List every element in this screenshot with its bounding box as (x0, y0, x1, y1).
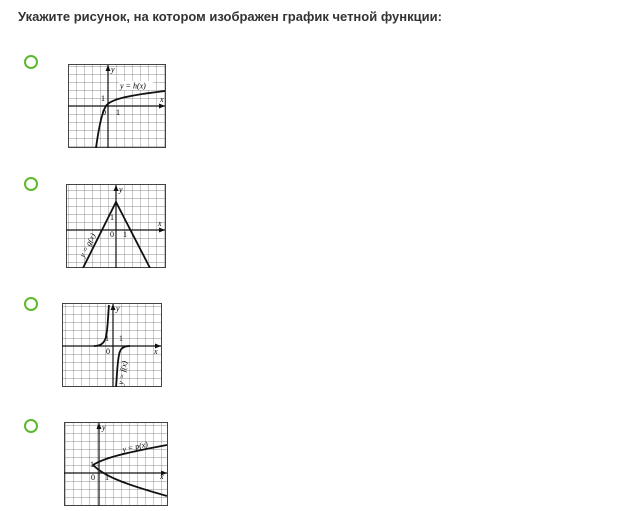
unit-y-label: 1 (90, 460, 94, 469)
origin-label: 0 (110, 230, 114, 239)
unit-x-label: 1 (119, 334, 123, 343)
option-4-graph (64, 422, 168, 506)
function-label: y = f(x) (116, 360, 130, 386)
unit-x-label: 1 (116, 108, 120, 117)
grid (63, 304, 162, 387)
function-label: y = p(x) (121, 439, 149, 454)
unit-y-label: 1 (101, 94, 105, 103)
unit-x-label: 1 (123, 230, 127, 239)
unit-y-label: 1 (105, 334, 109, 343)
x-axis-label: x (160, 472, 164, 481)
option-3-graph (62, 303, 162, 387)
unit-x-label: 1 (105, 473, 109, 482)
option-2-radio[interactable] (24, 177, 38, 191)
origin-label: 0 (91, 473, 95, 482)
option-1-radio[interactable] (24, 55, 38, 69)
y-axis-label: y (116, 304, 120, 313)
option-2-graph (66, 184, 166, 268)
origin-label: 0 (102, 108, 106, 117)
question-text: Укажите рисунок, на котором изображен график четной функции: (18, 9, 442, 24)
x-axis-label: x (158, 219, 162, 228)
option-3-radio[interactable] (24, 297, 38, 311)
y-axis-label: y (119, 185, 123, 194)
origin-label: 0 (106, 347, 110, 356)
function-label: y = g(x) (77, 231, 98, 259)
y-axis-label: y (111, 65, 115, 74)
x-axis-label: x (154, 347, 158, 356)
option-4-radio[interactable] (24, 419, 38, 433)
option-1-graph (68, 64, 166, 148)
x-axis-label: x (160, 95, 164, 104)
function-label: y = h(x) (120, 81, 146, 91)
unit-y-label: 1 (110, 213, 114, 222)
y-axis-label: y (102, 423, 106, 432)
grid (65, 423, 168, 506)
